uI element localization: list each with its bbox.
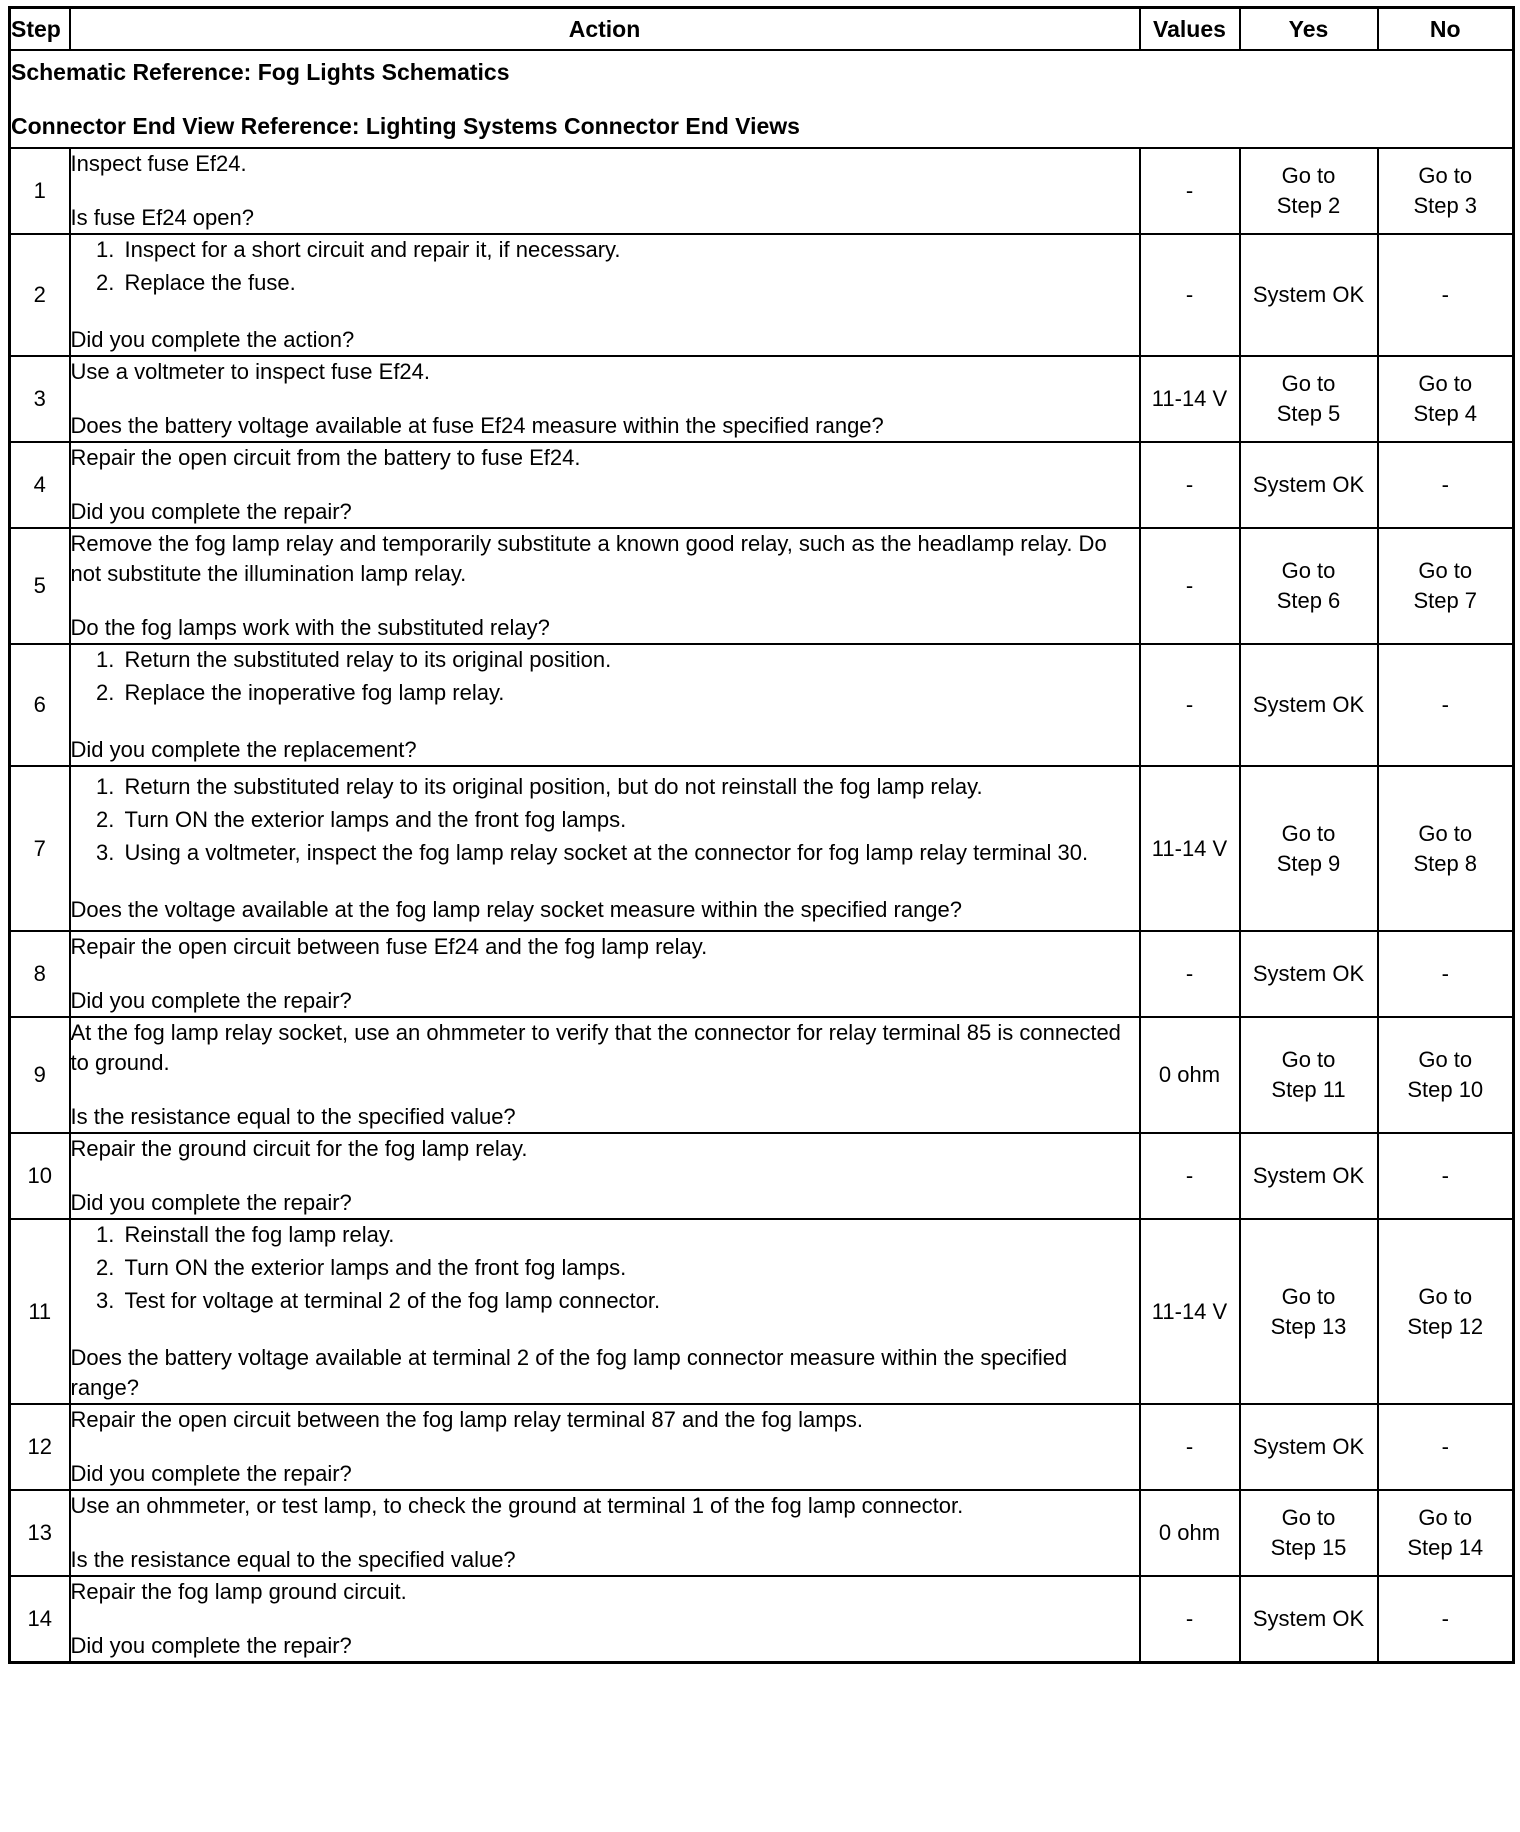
no-text: - xyxy=(1441,1434,1449,1459)
no-text: - xyxy=(1441,1163,1449,1188)
no-cell xyxy=(1378,1017,1514,1133)
diagnostic-table xyxy=(8,6,1515,1664)
value-cell: - xyxy=(1140,1576,1240,1663)
action-cell xyxy=(70,1404,1140,1490)
table-row xyxy=(10,528,1514,644)
action-list xyxy=(71,235,1139,298)
action-cell xyxy=(70,1490,1140,1576)
header-row xyxy=(10,8,1514,51)
table-row xyxy=(10,931,1514,1017)
yes-cell xyxy=(1240,1219,1378,1404)
header-yes: Yes xyxy=(1240,8,1378,51)
header-step: Step xyxy=(10,8,70,51)
value-cell: - xyxy=(1140,148,1240,234)
value-cell: - xyxy=(1140,1133,1240,1219)
table-row xyxy=(10,644,1514,766)
yes-cell xyxy=(1240,1017,1378,1133)
no-cell xyxy=(1378,644,1514,766)
action-cell xyxy=(70,931,1140,1017)
action-text: Repair the ground circuit for the fog lamp relay. xyxy=(70,1136,528,1161)
no-cell xyxy=(1378,528,1514,644)
yes-cell xyxy=(1240,442,1378,528)
table-row xyxy=(10,356,1514,442)
yes-cell xyxy=(1240,1576,1378,1663)
action-question: Does the battery voltage available at terminal 2 of the fog lamp connector measure within the specified range? xyxy=(70,1345,1068,1400)
no-text: Go to xyxy=(1418,1505,1473,1530)
step-number: 11 xyxy=(10,1219,70,1404)
step-number: 10 xyxy=(10,1133,70,1219)
no-cell xyxy=(1378,1576,1514,1663)
step-number: 1 xyxy=(10,148,70,234)
no-cell xyxy=(1378,356,1514,442)
no-cell xyxy=(1378,234,1514,356)
action-cell xyxy=(70,528,1140,644)
step-number: 13 xyxy=(10,1490,70,1576)
no-text: Step 8 xyxy=(1413,850,1478,876)
yes-cell xyxy=(1240,766,1378,931)
no-text: - xyxy=(1441,282,1449,307)
action-list-item: 2. Replace the inoperative fog lamp relay. xyxy=(121,678,1139,708)
action-question: Did you complete the repair? xyxy=(70,1190,352,1215)
no-text: Step 4 xyxy=(1413,401,1478,426)
no-text: - xyxy=(1441,472,1449,497)
action-cell xyxy=(70,148,1140,234)
yes-text: Step 11 xyxy=(1271,1077,1346,1102)
action-cell xyxy=(70,442,1140,528)
yes-cell xyxy=(1240,356,1378,442)
value-cell: 11-14 V xyxy=(1140,1219,1240,1404)
value-cell: 0 ohm xyxy=(1140,1490,1240,1576)
value-cell: - xyxy=(1140,528,1240,644)
value-cell: 11-14 V xyxy=(1140,356,1240,442)
schematic-reference: Schematic Reference: Fog Lights Schematics xyxy=(11,59,510,85)
reference-cell xyxy=(10,50,1514,148)
no-cell xyxy=(1378,442,1514,528)
table-row xyxy=(10,1133,1514,1219)
no-text: Go to xyxy=(1418,1283,1473,1309)
action-list xyxy=(71,772,1139,868)
action-text: Repair the open circuit between fuse Ef24 and the fog lamp relay. xyxy=(70,934,708,959)
action-cell xyxy=(70,1017,1140,1133)
yes-text: System OK xyxy=(1252,282,1365,307)
no-cell xyxy=(1378,1133,1514,1219)
no-text: Step 3 xyxy=(1413,193,1478,218)
action-question: Did you complete the action? xyxy=(70,327,355,352)
step-number: 12 xyxy=(10,1404,70,1490)
action-question: Do the fog lamps work with the substituted relay? xyxy=(70,615,550,640)
action-question: Did you complete the repair? xyxy=(70,499,352,524)
yes-text: System OK xyxy=(1252,1163,1365,1188)
yes-text: Step 13 xyxy=(1270,1313,1347,1339)
action-list-item: 1. Return the substituted relay to its original position. xyxy=(121,645,1139,675)
yes-text: Go to xyxy=(1281,1283,1336,1309)
action-text: Use a voltmeter to inspect fuse Ef24. xyxy=(70,359,431,384)
action-cell xyxy=(70,356,1140,442)
no-text: Go to xyxy=(1418,558,1473,583)
action-question: Did you complete the repair? xyxy=(70,988,352,1013)
value-cell: - xyxy=(1140,644,1240,766)
no-cell xyxy=(1378,931,1514,1017)
action-text: Repair the open circuit between the fog lamp relay terminal 87 and the fog lamps. xyxy=(70,1407,863,1432)
no-text: Step 14 xyxy=(1407,1535,1484,1560)
action-list-item: 1. Inspect for a short circuit and repair it, if necessary. xyxy=(121,235,1139,265)
action-question: Does the voltage available at the fog lamp relay socket measure within the specified range? xyxy=(70,897,963,922)
action-text: Repair the open circuit from the battery to fuse Ef24. xyxy=(70,445,581,470)
reference-row xyxy=(10,50,1514,148)
yes-cell xyxy=(1240,931,1378,1017)
action-question: Did you complete the replacement? xyxy=(70,737,417,762)
action-cell xyxy=(70,1576,1140,1663)
action-text: Inspect fuse Ef24. xyxy=(70,151,247,176)
no-text: Go to xyxy=(1418,1047,1473,1072)
value-cell: - xyxy=(1140,234,1240,356)
no-cell xyxy=(1378,148,1514,234)
no-text: Step 7 xyxy=(1413,588,1478,613)
table-row xyxy=(10,1490,1514,1576)
header-action: Action xyxy=(70,8,1140,51)
yes-cell xyxy=(1240,1490,1378,1576)
action-cell xyxy=(70,234,1140,356)
yes-text: System OK xyxy=(1252,692,1365,717)
action-question: Is the resistance equal to the specified value? xyxy=(70,1104,516,1129)
step-number: 7 xyxy=(10,766,70,931)
action-question: Is the resistance equal to the specified value? xyxy=(70,1547,516,1572)
yes-text: Go to xyxy=(1281,558,1336,583)
action-list-item: 3. Using a voltmeter, inspect the fog lamp relay socket at the connector for fog lamp relay terminal 30. xyxy=(121,838,1139,868)
action-cell xyxy=(70,1219,1140,1404)
no-text: - xyxy=(1441,1606,1449,1631)
table-row xyxy=(10,1017,1514,1133)
yes-text: System OK xyxy=(1252,1606,1365,1631)
no-text: Go to xyxy=(1418,820,1473,846)
yes-cell xyxy=(1240,234,1378,356)
action-text: Use an ohmmeter, or test lamp, to check the ground at terminal 1 of the fog lamp connector. xyxy=(70,1493,964,1518)
step-number: 4 xyxy=(10,442,70,528)
connector-reference: Connector End View Reference: Lighting Systems Connector End Views xyxy=(11,113,800,139)
step-number: 5 xyxy=(10,528,70,644)
header-values: Values xyxy=(1140,8,1240,51)
value-cell: - xyxy=(1140,1404,1240,1490)
no-text: - xyxy=(1441,692,1449,717)
value-cell: - xyxy=(1140,442,1240,528)
yes-text: Step 6 xyxy=(1276,588,1341,613)
step-number: 14 xyxy=(10,1576,70,1663)
step-number: 6 xyxy=(10,644,70,766)
action-list-item: 2. Turn ON the exterior lamps and the front fog lamps. xyxy=(121,805,1139,835)
yes-cell xyxy=(1240,1404,1378,1490)
no-text: Go to xyxy=(1418,371,1473,396)
yes-text: System OK xyxy=(1252,472,1365,497)
yes-cell xyxy=(1240,148,1378,234)
table-row xyxy=(10,1404,1514,1490)
header-no: No xyxy=(1378,8,1514,51)
yes-text: Step 15 xyxy=(1270,1535,1347,1560)
no-cell xyxy=(1378,766,1514,931)
no-cell xyxy=(1378,1404,1514,1490)
action-list-item: 3. Test for voltage at terminal 2 of the fog lamp connector. xyxy=(121,1286,1139,1316)
action-list xyxy=(71,645,1139,708)
yes-text: Go to xyxy=(1281,371,1336,396)
step-number: 2 xyxy=(10,234,70,356)
table-row xyxy=(10,442,1514,528)
table-row xyxy=(10,766,1514,931)
table-row xyxy=(10,148,1514,234)
step-number: 3 xyxy=(10,356,70,442)
action-question: Did you complete the repair? xyxy=(70,1461,352,1486)
action-list-item: 2. Replace the fuse. xyxy=(121,268,1139,298)
yes-text: Step 2 xyxy=(1276,193,1341,218)
table-row xyxy=(10,1576,1514,1663)
action-list-item: 1. Reinstall the fog lamp relay. xyxy=(121,1220,1139,1250)
action-text: Repair the fog lamp ground circuit. xyxy=(70,1579,407,1604)
action-cell xyxy=(70,766,1140,931)
yes-text: Step 9 xyxy=(1276,850,1341,876)
action-text: Remove the fog lamp relay and temporarily substitute a known good relay, such as the headlamp relay. Do not substitute the illumination lamp relay. xyxy=(70,531,1107,586)
action-question: Does the battery voltage available at fuse Ef24 measure within the specified range? xyxy=(70,413,884,438)
action-list-item: 2. Turn ON the exterior lamps and the front fog lamps. xyxy=(121,1253,1139,1283)
diagnostic-page xyxy=(8,6,1512,1664)
step-number: 8 xyxy=(10,931,70,1017)
step-number: 9 xyxy=(10,1017,70,1133)
table-row xyxy=(10,1219,1514,1404)
action-text: At the fog lamp relay socket, use an ohmmeter to verify that the connector for relay terminal 85 is connected to ground. xyxy=(70,1020,1121,1075)
yes-cell xyxy=(1240,528,1378,644)
no-text: Step 12 xyxy=(1407,1313,1484,1339)
no-cell xyxy=(1378,1490,1514,1576)
action-question: Is fuse Ef24 open? xyxy=(70,205,254,230)
yes-text: Go to xyxy=(1281,163,1336,188)
value-cell: 11-14 V xyxy=(1140,766,1240,931)
action-cell xyxy=(70,1133,1140,1219)
yes-text: System OK xyxy=(1252,961,1365,986)
yes-text: Step 5 xyxy=(1276,401,1341,426)
yes-text: Go to xyxy=(1281,1505,1336,1530)
no-text: Step 10 xyxy=(1407,1077,1484,1102)
value-cell: - xyxy=(1140,931,1240,1017)
no-text: - xyxy=(1441,961,1449,986)
yes-cell xyxy=(1240,1133,1378,1219)
action-question: Did you complete the repair? xyxy=(70,1633,352,1658)
no-text: Go to xyxy=(1418,163,1473,188)
yes-cell xyxy=(1240,644,1378,766)
yes-text: Go to xyxy=(1281,1047,1336,1072)
table-row xyxy=(10,234,1514,356)
no-cell xyxy=(1378,1219,1514,1404)
action-list-item: 1. Return the substituted relay to its original position, but do not reinstall the fog lamp relay. xyxy=(121,772,1139,802)
action-list xyxy=(71,1220,1139,1316)
action-cell xyxy=(70,644,1140,766)
value-cell: 0 ohm xyxy=(1140,1017,1240,1133)
yes-text: Go to xyxy=(1281,820,1336,846)
yes-text: System OK xyxy=(1252,1434,1365,1459)
